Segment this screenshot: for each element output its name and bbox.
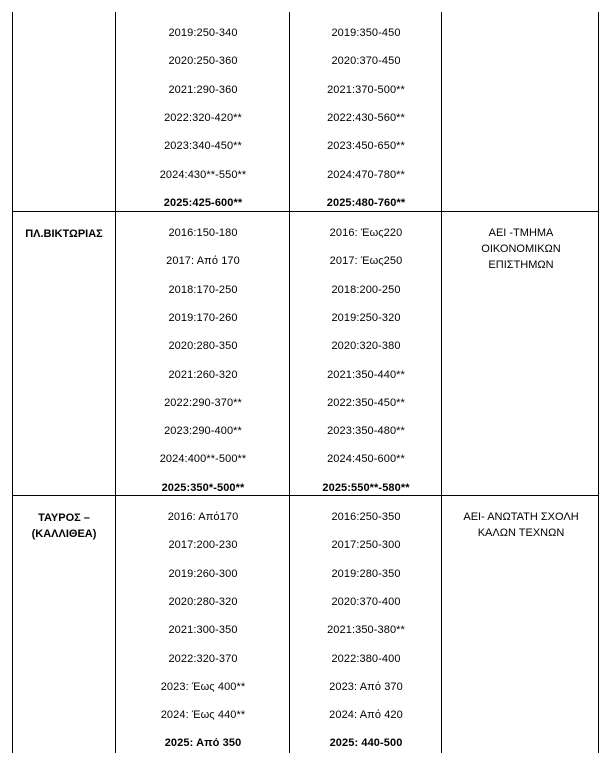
institution-name: ΚΑΛΩΝ ΤΕΧΝΩΝ [477, 527, 565, 539]
area-name: (ΚΑΛΛΙΘΕΑ) [31, 528, 97, 540]
rent-range-col2: 2025:480-760** [326, 196, 406, 209]
rent-range-col1: 2024: Έως 440** [160, 709, 246, 722]
institution-name: ΑΕΙ- ΑΝΩΤΑΤΗ ΣΧΟΛΗ [463, 511, 579, 523]
rent-range-col1: 2022:320-370 [168, 652, 238, 665]
rent-range-col1: 2025: Από 350 [164, 737, 242, 750]
institution-name: ΕΠΙΣΤΗΜΩΝ [488, 259, 554, 271]
rent-range-col2: 2019:280-350 [331, 567, 401, 580]
rent-range-col2: 2018:200-250 [331, 283, 401, 296]
rent-range-col1: 2024:430**-550** [159, 168, 247, 181]
column-border [598, 12, 599, 753]
rent-range-col1: 2023:290-400** [164, 425, 242, 438]
rent-range-col1: 2023: Έως 400** [160, 680, 246, 693]
rent-range-col1: 2016:150-180 [168, 227, 238, 239]
rent-range-col1: 2023:340-450** [164, 140, 242, 153]
rent-range-col2: 2020:370-400 [331, 595, 401, 608]
rent-range-col2: 2025: 440-500 [329, 737, 403, 750]
rent-range-col1: 2022:320-420** [164, 111, 242, 124]
rent-range-col1: 2021:290-360 [168, 83, 238, 96]
area-name: ΤΑΥΡΟΣ – [38, 512, 90, 524]
rent-range-col2: 2022:380-400 [331, 652, 401, 665]
rent-range-col1: 2022:290-370** [164, 396, 242, 409]
rent-range-col1: 2025:350*-500** [161, 481, 245, 494]
rent-range-col2: 2024: Από 420 [329, 709, 403, 722]
rent-range-col2: 2021:370-500** [327, 83, 405, 96]
rent-range-col1: 2017:200-230 [168, 539, 238, 552]
rent-range-col2: 2024:450-600** [327, 453, 405, 466]
column-border [441, 12, 442, 753]
row-border [12, 211, 599, 212]
rent-range-col2: 2020:370-450 [331, 55, 401, 68]
rent-range-col2: 2019:350-450 [331, 27, 401, 39]
rent-range-col2: 2023:450-650** [327, 140, 405, 153]
rent-range-col1: 2019:170-260 [168, 311, 238, 324]
rent-range-col1: 2019:260-300 [168, 567, 238, 580]
institution-name: ΑΕΙ -ΤΜΗΜΑ [488, 227, 554, 239]
area-name: ΠΛ.ΒΙΚΤΩΡΙΑΣ [25, 228, 103, 240]
rent-range-col1: 2017: Από 170 [166, 255, 240, 268]
rent-range-col1: 2021:300-350 [168, 624, 238, 637]
rent-range-col2: 2023:350-480** [327, 425, 405, 438]
rent-range-col2: 2020:320-380 [331, 340, 401, 353]
rent-range-col2: 2023: Από 370 [329, 680, 403, 693]
rent-range-col2: 2016:250-350 [331, 511, 401, 523]
rent-range-col2: 2017:250-300 [331, 539, 401, 552]
column-border [12, 12, 13, 753]
institution-name: ΟΙΚΟΝΟΜΙΚΩΝ [481, 243, 561, 255]
rent-range-col1: 2020:250-360 [168, 55, 238, 68]
rent-range-col1: 2025:425-600** [163, 196, 243, 209]
rent-range-col1: 2019:250-340 [168, 27, 238, 39]
rent-range-col2: 2021:350-440** [327, 368, 405, 381]
column-border [115, 12, 116, 753]
rent-range-col1: 2024:400**-500** [159, 453, 247, 466]
rent-range-col1: 2020:280-350 [168, 340, 238, 353]
rent-range-col2: 2025:550**-580** [322, 481, 410, 494]
rent-range-col2: 2022:430-560** [327, 111, 405, 124]
rent-range-col2: 2019:250-320 [331, 311, 401, 324]
rent-range-col2: 2022:350-450** [327, 396, 405, 409]
rent-range-col2: 2021:350-380** [327, 624, 405, 637]
rent-range-col1: 2021:260-320 [168, 368, 238, 381]
rent-range-col2: 2024:470-780** [327, 168, 405, 181]
row-border [12, 495, 599, 496]
rent-range-col2: 2016: Έως220 [329, 227, 403, 239]
rent-range-col1: 2018:170-250 [168, 283, 238, 296]
rent-range-col1: 2020:280-320 [168, 595, 238, 608]
rent-range-col1: 2016: Από170 [167, 511, 239, 523]
column-border [289, 12, 290, 753]
rent-range-col2: 2017: Έως250 [329, 255, 403, 268]
